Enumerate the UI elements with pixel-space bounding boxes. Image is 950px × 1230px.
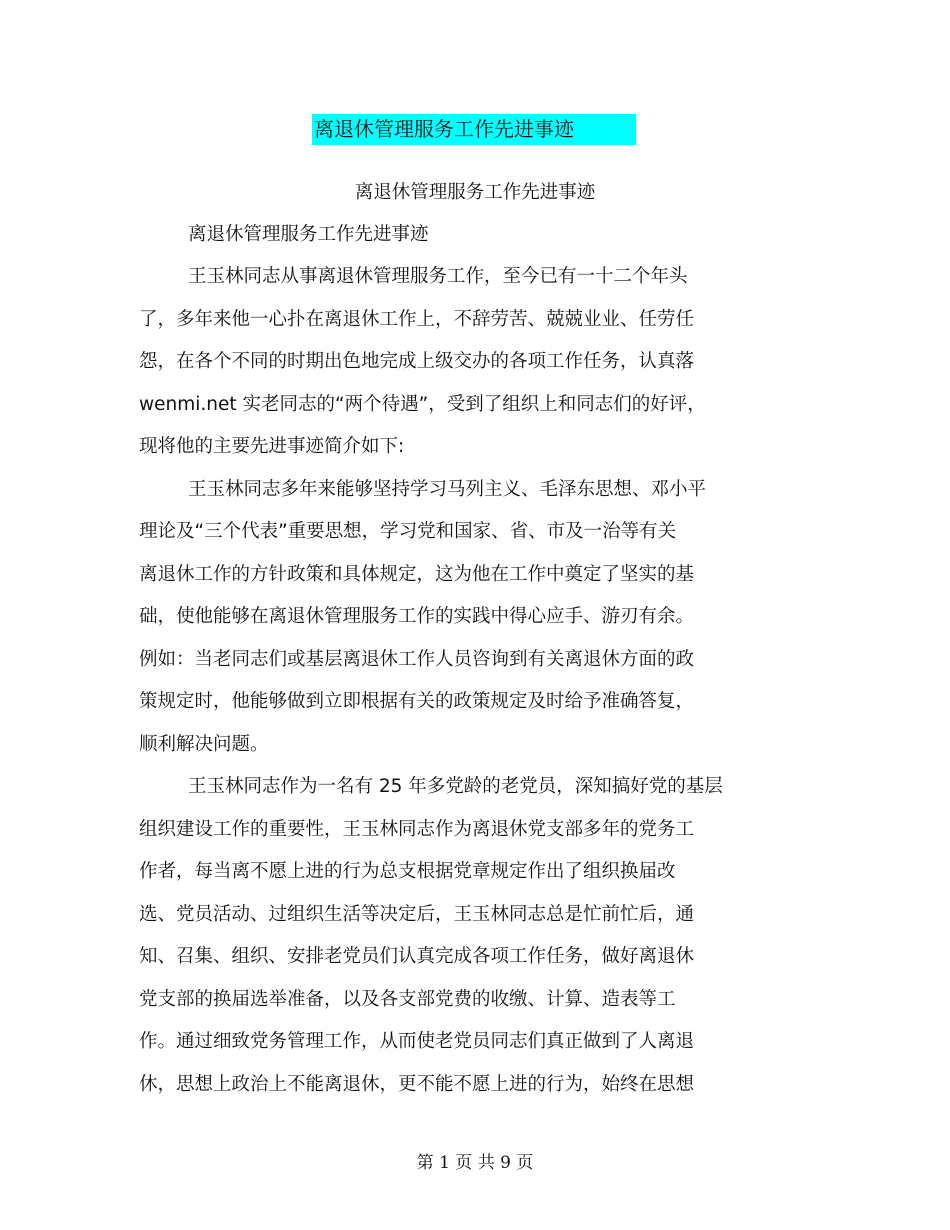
body-line: 怨，在各个不同的时期出色地完成上级交办的各项工作任务，认真落 (139, 351, 695, 372)
body-line: 策规定时，他能够做到立即根据有关的政策规定及时给予准确答复， (139, 691, 695, 712)
body-line: 王玉林同志多年来能够坚持学习马列主义、毛泽东思想、邓小平 (188, 479, 707, 500)
body-line: 离退休工作的方针政策和具体规定，这为他在工作中奠定了坚实的基 (139, 564, 695, 585)
body-line: 选、党员活动、过组织生活等决定后，王玉林同志总是忙前忙后，通 (139, 904, 695, 925)
page-number-footer: 第 1 页 共 9 页 (416, 1153, 534, 1173)
body-line: 休，思想上政治上不能离退休，更不能不愿上进的行为，始终在思想 (139, 1074, 695, 1095)
body-line: 党支部的换届选举准备，以及各支部党费的收缴、计算、造表等工 (139, 989, 676, 1010)
body-line: 王玉林同志从事离退休管理服务工作，至今已有一十二个年头 (188, 266, 688, 287)
body-line: wenmi.net 实老同志的“两个待遇”，受到了组织上和同志们的好评， (139, 394, 706, 415)
body-line: 例如：当老同志们或基层离退休工作人员咨询到有关离退休方面的政 (139, 649, 695, 670)
body-line: 知、召集、组织、安排老党员们认真完成各项工作任务，做好离退休 (139, 946, 695, 967)
document-subtitle: 离退休管理服务工作先进事迹 (354, 182, 596, 203)
body-line: 作者，每当离不愿上进的行为总支根据党章规定作出了组织换届改 (139, 861, 676, 882)
body-line: 王玉林同志作为一名有 25 年多党龄的老党员，深知搞好党的基层 (188, 776, 723, 797)
body-line: 离退休管理服务工作先进事迹 (188, 224, 429, 245)
document-title: 离退休管理服务工作先进事迹 (312, 114, 636, 145)
body-line: 组织建设工作的重要性，王玉林同志作为离退休党支部多年的党务工 (139, 819, 695, 840)
body-line: 顺利解决问题。 (139, 734, 269, 755)
body-line: 础，使他能够在离退休管理服务工作的实践中得心应手、游刃有余。 (139, 606, 695, 627)
body-line: 现将他的主要先进事迹简介如下: (139, 436, 405, 457)
body-line: 理论及“三个代表”重要思想，学习党和国家、省、市及一治等有关 (139, 521, 677, 542)
body-line: 了，多年来他一心扑在离退休工作上，不辞劳苦、兢兢业业、任劳任 (139, 309, 695, 330)
body-line: 作。通过细致党务管理工作，从而使老党员同志们真正做到了人离退 (139, 1031, 695, 1052)
